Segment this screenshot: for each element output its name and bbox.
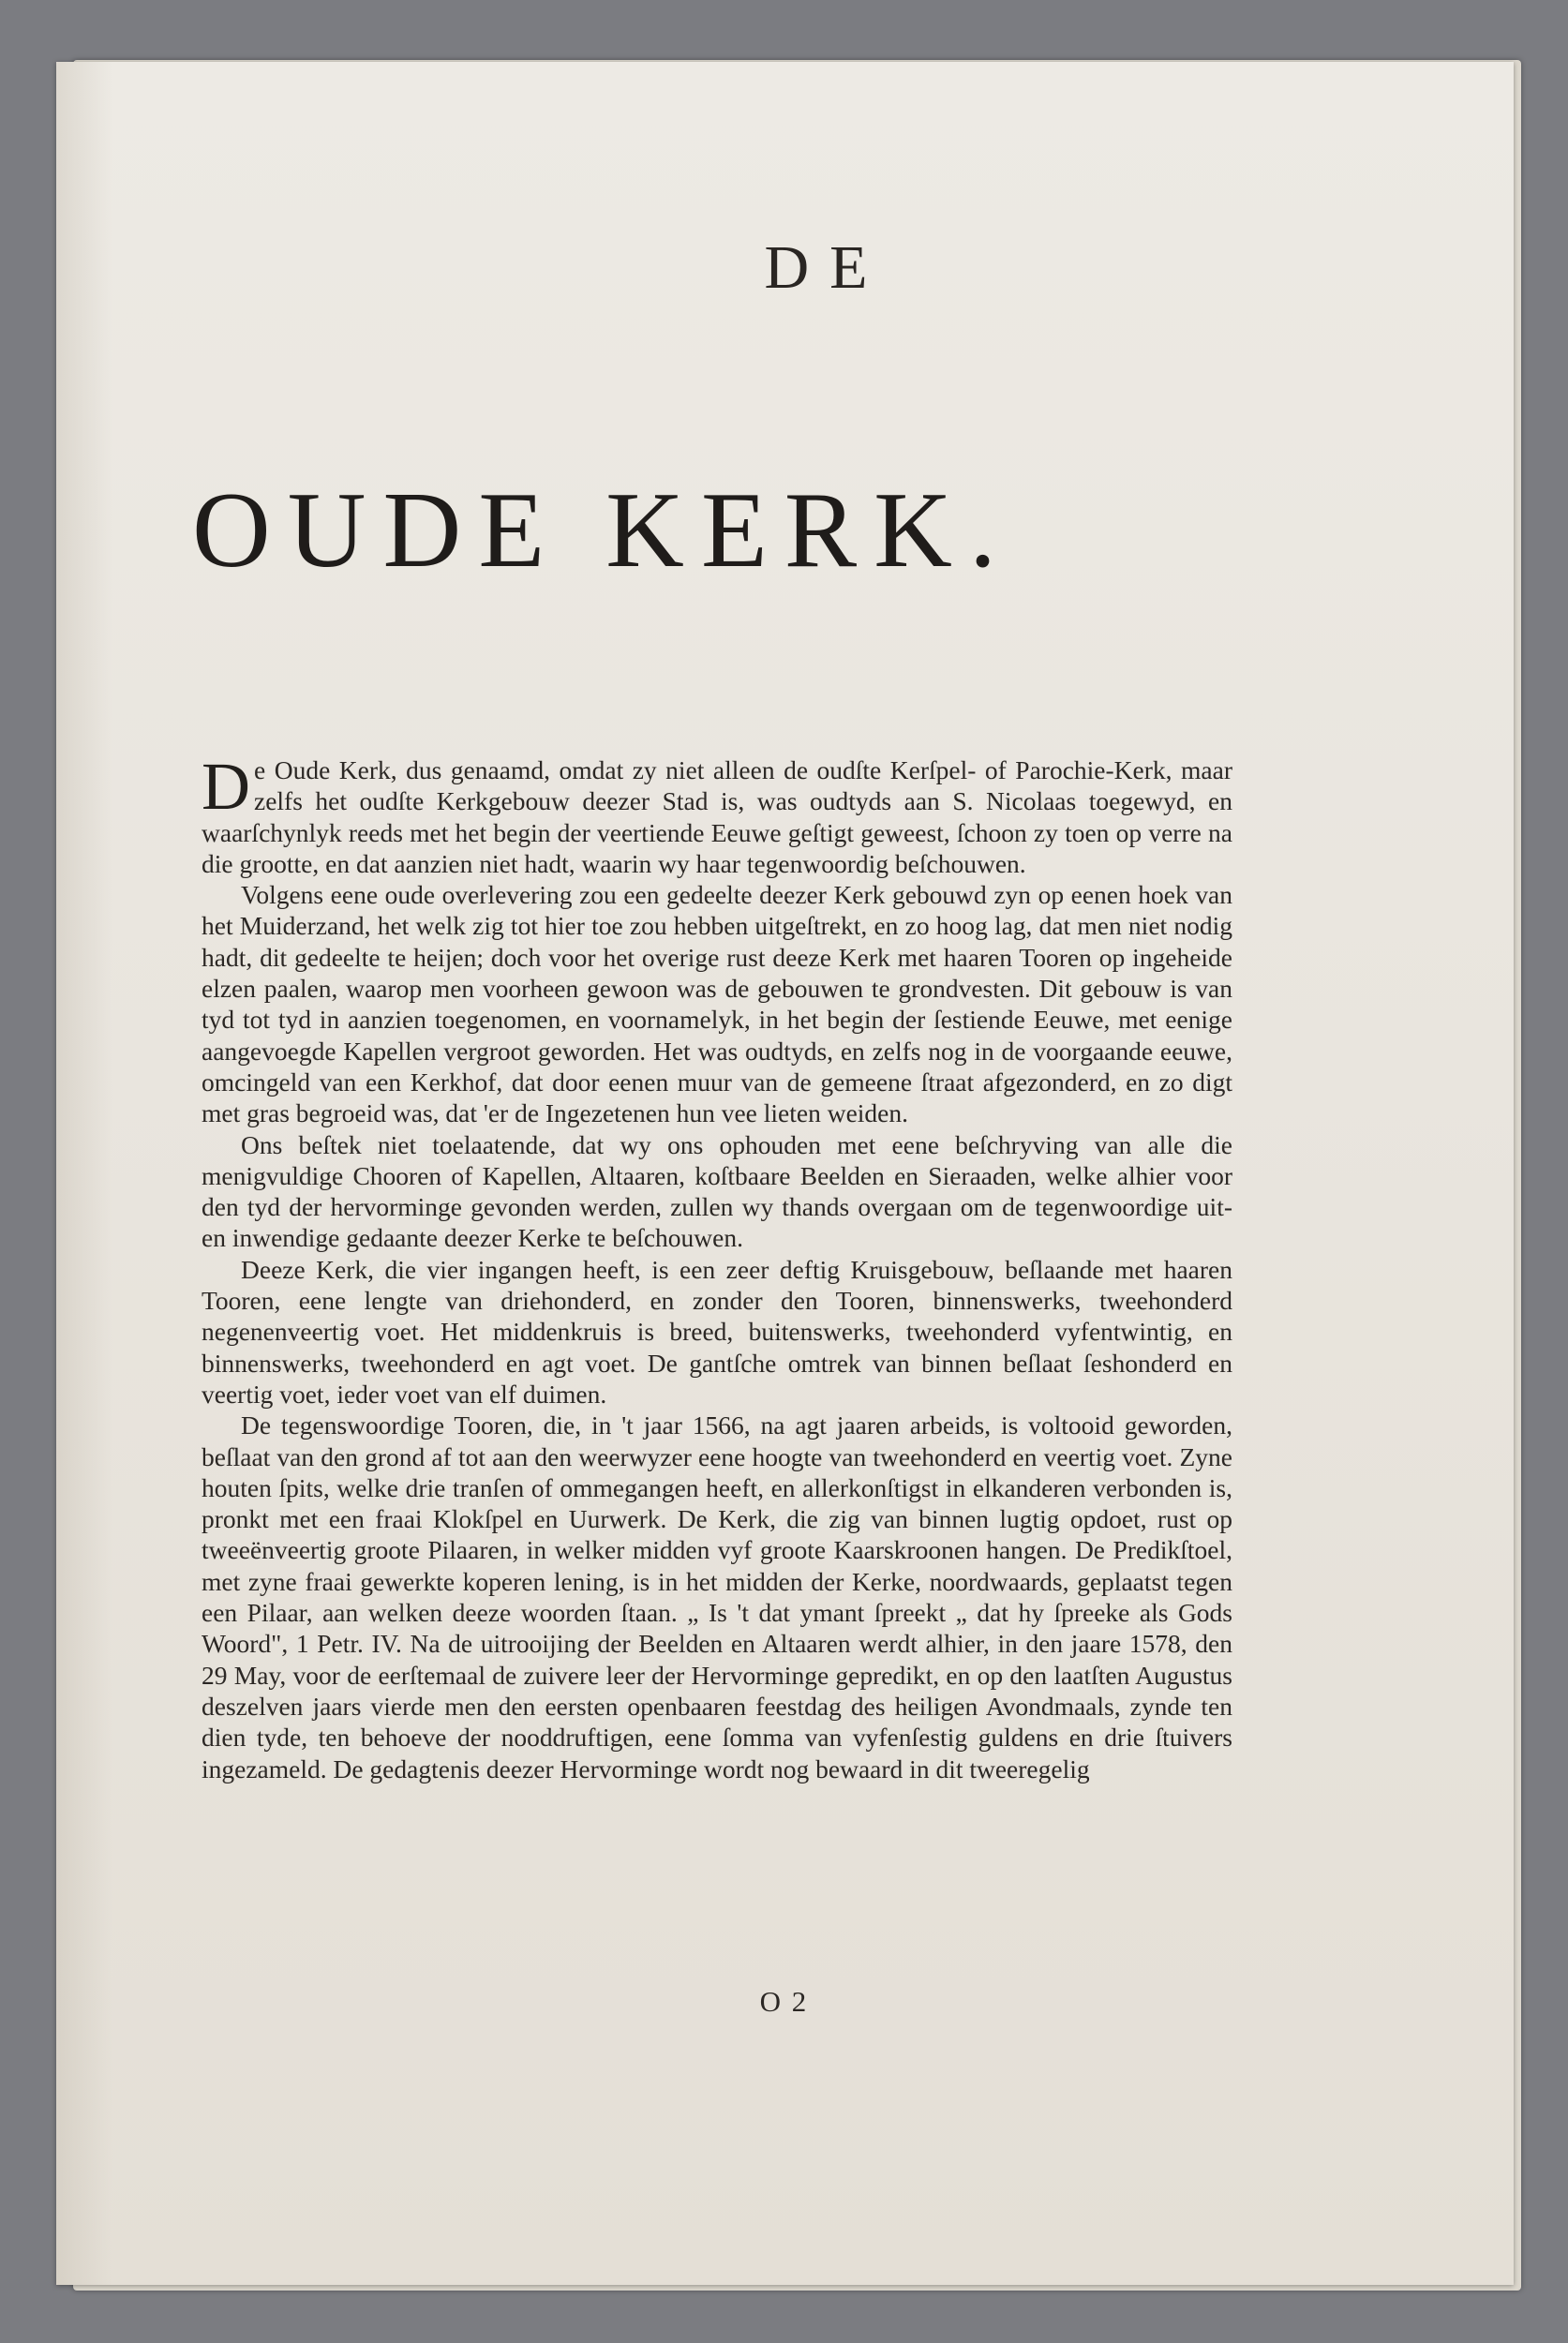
paragraph-1-text: e Oude Kerk, dus genaamd, omdat zy niet alleen de oudſte Kerſpel- of Parochie-Kerk, maar zelfs het oudſte Kerkgebouw deezer Stad is, was oudtyds aan S. Nicolaas toegewyd, en waarſchynlyk reeds met het begin der veertiende Eeuwe geſtigt geweest, ſchoon zy toen op verre na die grootte, en dat aanzien niet hadt, waarin wy haar tegenwoordig beſchouwen.: [202, 755, 1232, 878]
paragraph-2: Volgens eene oude overlevering zou een gedeelte deezer Kerk gebouwd zyn op eenen hoek van het Muiderzand, het welk zig tot hier toe zou hebben uitgeſtrekt, en zo hoog lag, dat men niet nodig hadt, dit gedeelte te heijen; doch voor het overige rust deeze Kerk met haaren Tooren op ingeheide elzen paalen, waarop men voorheen gewoon was de gebouwen te grondvesten. Dit gebouw is van tyd tot tyd in aanzien toegenomen, en voornamelyk, in het begin der ſestiende Eeuwe, met eenige aangevoegde Kapellen vergroot geworden. Het was oudtyds, en zelfs nog in de voorgaande eeuwe, omcingeld van een Kerkhof, dat door eenen muur van de gemeene ſtraat afgezonderd, en zo digt met gras begroeid was, dat 'er de Ingezetenen hun vee lieten weiden.: [202, 880, 1232, 1128]
paragraph-3: Ons beſtek niet toelaatende, dat wy ons ophouden met eene beſchryving van alle die menigvuldige Chooren of Kapellen, Altaaren, koſtbaare Beelden en Sieraaden, welke alhier voor den tyd der hervorminge gevonden werden, zullen wy thands overgaan om de tegenwoordige uit- en inwendige gedaante deezer Kerke te beſchouwen.: [202, 1129, 1232, 1253]
title-line-2: OUDE KERK.: [192, 470, 1013, 590]
paragraph-5: De tegenswoordige Tooren, die, in 't jaar 1566, na agt jaaren arbeids, is voltooid geworden, beſlaat van den grond af tot aan den weerwyzer eene hoogte van tweehonderd en veertig voet. Zyne houten ſpits, welke drie tranſen of ommegangen heeft, en allerkonſtigst in elkanderen verbonden is, pronkt met een fraai Klokſpel en Uurwerk. De Kerk, die zig van binnen lugtig opdoet, rust op tweeënveertig groote Pilaaren, in welker midden vyf groote Kaarskroonen hangen. De Predikſtoel, met zyne fraai gewerkte koperen lening, is in het midden der Kerke, noordwaards, geplaatst tegen een Pilaar, aan welken deeze woorden ſtaan. „ Is 't dat ymant ſpreekt „ dat hy ſpreeke als Gods Woord", 1 Petr. IV. Na de uitrooijing der Beelden en Altaaren werdt alhier, in den jaare 1578, den 29 May, voor de eerſtemaal de zuivere leer der Hervorminge gepredikt, en op den laatſten Augustus deszelven jaars vierde men den eersten openbaaren feestdag des heiligen Avondmaals, zynde ten dien tyde, ten behoeve der nooddruftigen, eene ſomma van vyfenſestig guldens en drie ſtuivers ingezameld. De gedagtenis deezer Hervorminge wordt nog bewaard in dit tweeregelig: [202, 1410, 1232, 1783]
signature-mark: O 2: [759, 1985, 809, 2018]
drop-cap: D: [202, 749, 250, 824]
body-text: [202, 749, 1232, 1784]
title-line-1: DE: [764, 233, 889, 302]
paragraph-4: Deeze Kerk, die vier ingangen heeft, is een zeer deftig Kruisgebouw, beſlaande met haaren Tooren, eene lengte van driehonderd, en zonder den Tooren, binnenswerks, tweehonderd negenenveertig voet. Het middenkruis is breed, buitenswerks, tweehonderd vyfentwintig, en binnenswerks, tweehonderd en agt voet. De gantſche omtrek van binnen beſlaat ſeshonderd en veertig voet, ieder voet van elf duimen.: [202, 1254, 1232, 1409]
paragraph-1: [202, 749, 1232, 879]
